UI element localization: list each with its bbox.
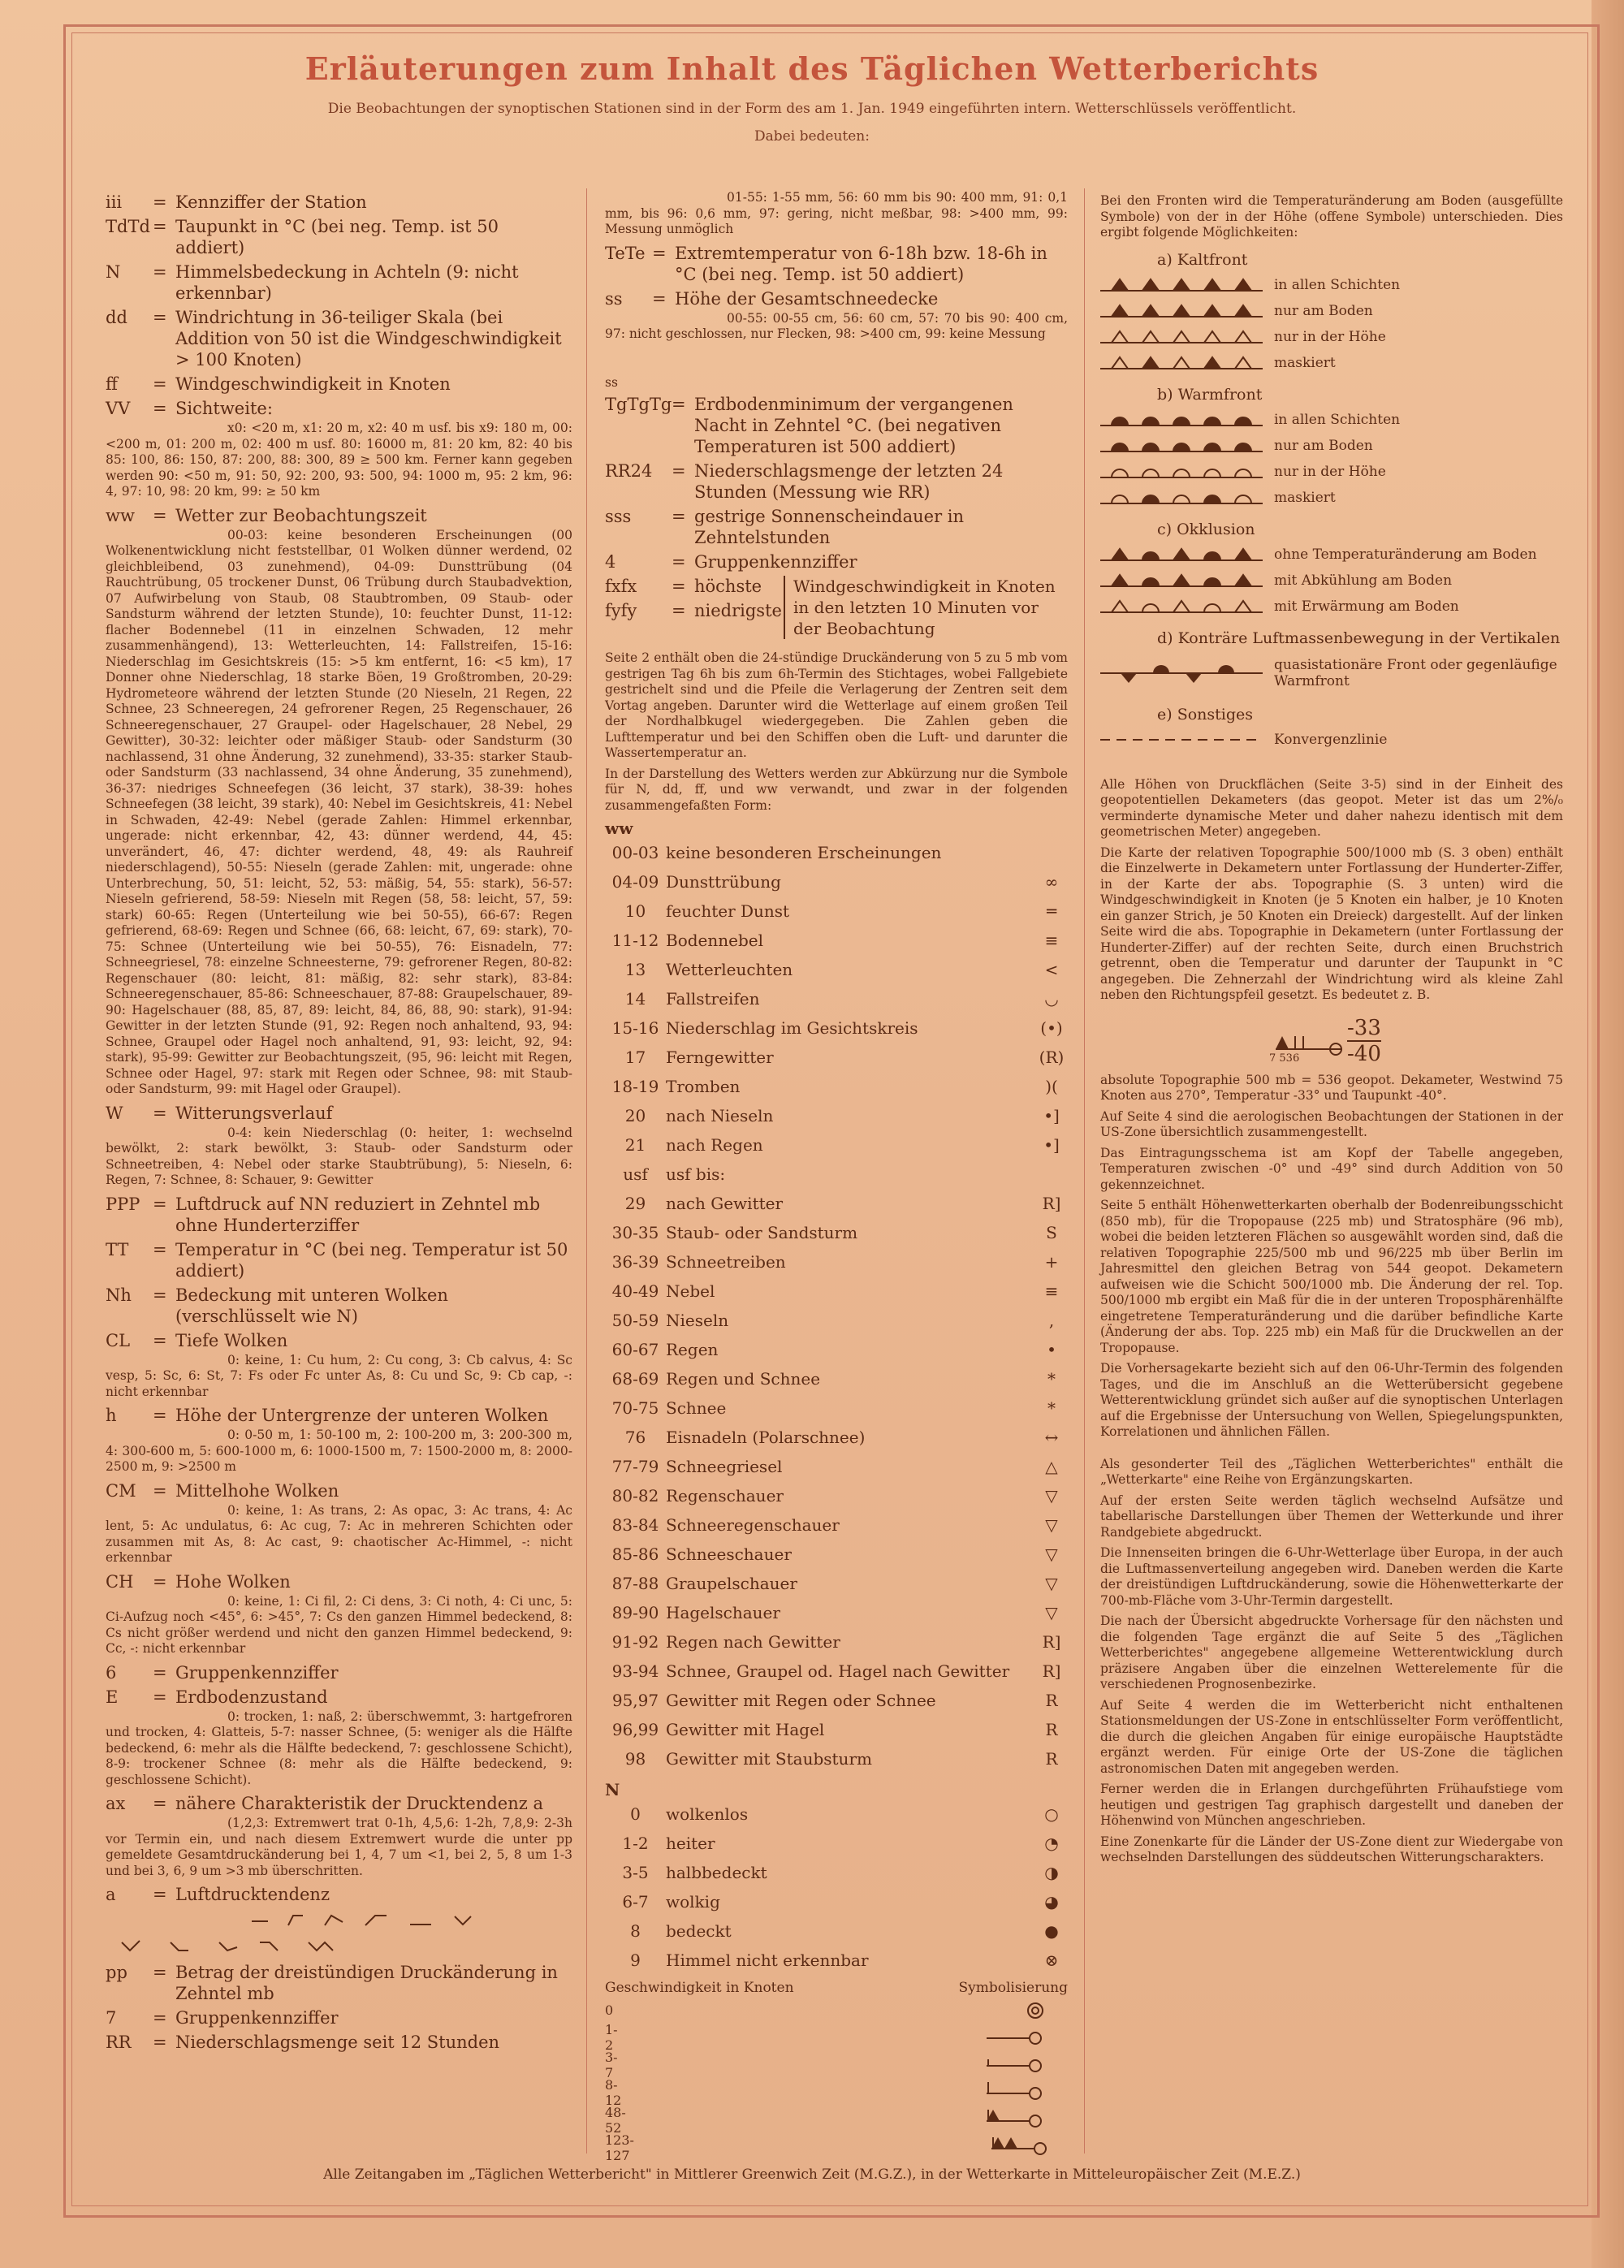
entry-rr24: RR24 = Niederschlagsmenge der letzten 24 Stunden (Messung wie RR) [605, 461, 1004, 502]
ww-heading: ww [605, 819, 633, 838]
wind-barb-icon [629, 2079, 1068, 2103]
warm-front-icon [1100, 408, 1263, 432]
ww-row [605, 1481, 1068, 1510]
warmfront-heading: b) Warmfront [1157, 385, 1263, 404]
ww-label: Schneetreiben [666, 1252, 786, 1272]
ww-code: 95,97 [611, 1691, 659, 1710]
warm-front-row [1100, 407, 1563, 433]
ww-code: 91-92 [611, 1632, 659, 1652]
paragraph-erlangen: Ferner werden die in Erlangen durchgeführten Frühaufstiege vom heutigen und gestrigen Tag graphisch dargestellt und daneben der Höhenwind von München angeschrieben. [1100, 1782, 1563, 1828]
warm-front-row [1100, 459, 1563, 485]
paragraph-zonenkarte: Eine Zonenkarte für die Länder der US-Zone dient zur Wiedergabe von wechselnden Darstellungen des süddeutschen Witterungscharakters. [1100, 1834, 1563, 1864]
footer-note: Alle Zeitangaben im „Täglichen Wetterbericht" in Mittlerer Greenwich Zeit (M.G.Z.), in der Wetterkarte in Mitteleuropäischer Zeit (M.E.Z.) [323, 2166, 1301, 2183]
ww-label: keine besonderen Erscheinungen [666, 843, 942, 862]
weather-symbol-icon: )( [1045, 1077, 1058, 1096]
cold-front-row [1100, 298, 1563, 324]
page-title: Erläuterungen zum Inhalt des Täglichen Wetterberichts [304, 50, 1320, 87]
cold-front-icon [1100, 325, 1263, 349]
ww-label: Gewitter mit Regen oder Schnee [666, 1691, 936, 1710]
weather-symbol-icon: △ [1045, 1457, 1058, 1476]
ww-label: Wetterleuchten [666, 960, 793, 979]
weather-symbol-icon: < [1044, 960, 1059, 979]
ww-row [605, 1393, 1068, 1423]
weather-symbol-icon: ◔ [1044, 1834, 1059, 1853]
ww-row [605, 1072, 1068, 1101]
ww-label: Eisnadeln (Polarschnee) [666, 1428, 866, 1447]
entry-ww: ww = Wetter zur Beobachtungszeit [106, 505, 427, 525]
weather-symbol-icon: •] [1043, 1106, 1060, 1125]
h-description: 0: 0-50 m, 1: 50-100 m, 2: 100-200 m, 3: 200-300 m, 4: 300-600 m, 5: 600-1000 m, 6: 1000-1500 m, 7: 1500-2000 m, 8: 2000-2500 m, 9: >2500 m [106, 1428, 572, 1474]
ww-code: 15-16 [611, 1018, 659, 1038]
weather-symbol-icon: (•) [1040, 1018, 1063, 1038]
ww-code: 14 [624, 989, 646, 1009]
ww-label: Niederschlag im Gesichtskreis [666, 1018, 918, 1038]
ww-code: 00-03 [611, 843, 659, 862]
wind-barb-icon [634, 2134, 1073, 2158]
wind-speed: 0 [605, 2002, 614, 2018]
ww-row [605, 1744, 1068, 1773]
weather-symbol-icon: ▽ [1045, 1603, 1058, 1622]
okklusion-list [1100, 542, 1563, 620]
ax-description: (1,2,3: Extremwert trat 0-1h, 4,5,6: 1-2h, 7,8,9: 2-3h vor Termin ein, und nach diesem Extremwert wurde die unter pp gemeldete Gesamtdruckänderung bei 1, 4, 7 um <1, bei 2, 5, 8 um 1-3 und bei 3, 6, 9 um >3 mb überschritten. [106, 1816, 572, 1878]
weather-symbol-icon: * [1047, 1398, 1056, 1418]
entry-a: a = Luftdrucktendenz [106, 1885, 330, 1904]
weather-symbol-icon: + [1044, 1252, 1059, 1272]
weather-symbol-icon: ● [1044, 1921, 1059, 1941]
cloud-cover-code: 3-5 [622, 1863, 649, 1882]
column-divider [586, 188, 587, 2154]
entry-tg: TgTgTg = Erdbodenminimum der vergangenen Nacht in Zehntel °C. (bei negativen Temperaturen ist 500 addiert) [605, 395, 1013, 456]
cloud-cover-code: 1-2 [622, 1834, 649, 1853]
wind-header: Geschwindigkeit in Knoten Symbolisierung [605, 1980, 1068, 1996]
convergence-line-icon [1100, 728, 1263, 752]
ww-row [605, 1130, 1068, 1160]
wind-row [605, 2079, 1068, 2106]
paragraph-wetterkarte: Als gesonderter Teil des „Täglichen Wetterberichtes" enthält die „Wetterkarte" eine Reihe von Ergänzungskarten. [1100, 1456, 1563, 1487]
occluded-front-icon [1100, 594, 1263, 619]
cloud-cover-row [605, 1887, 1068, 1916]
entry-ss: ss = Höhe der Gesamtschneedecke [605, 288, 939, 309]
ww-row [605, 1715, 1068, 1744]
warm-front-label: nur in der Höhe [1274, 463, 1386, 480]
ww-row [605, 1247, 1068, 1277]
intro-text: Die Beobachtungen der synoptischen Stationen sind in der Form des am 1. Jan. 1949 eingeführten intern. Wetterschlüssels veröffentlicht. [327, 101, 1297, 117]
wind-speed: 3- 7 [605, 2050, 618, 2080]
cold-front-row [1100, 324, 1563, 350]
pressure-tendency-symbols [106, 1905, 572, 1955]
weather-symbol-icon: ◡ [1044, 989, 1059, 1009]
ww-code: 76 [624, 1428, 646, 1447]
contrary-heading: d) Konträre Luftmassenbewegung in der Vertikalen [1157, 629, 1561, 647]
weather-symbol-icon: R] [1042, 1194, 1061, 1213]
weather-symbol-icon: (R) [1039, 1048, 1065, 1067]
example-dewpoint: -40 [1347, 1041, 1381, 1066]
column-left [106, 188, 572, 2053]
ww-label: Hagelschauer [666, 1603, 780, 1622]
warm-front-label: maskiert [1274, 489, 1336, 506]
weather-symbol-icon: ≡ [1044, 1281, 1059, 1301]
cold-front-label: in allen Schichten [1274, 276, 1401, 293]
wind-row [605, 2024, 1068, 2051]
ww-code: 11-12 [611, 931, 659, 950]
fronts-intro: Bei den Fronten wird die Temperaturänderung am Boden (ausgefüllte Symbole) von der in der Höhe (offene Symbole) unterschieden. Dies ergibt folgende Möglichkeiten: [1100, 193, 1563, 240]
cloud-cover-code: 9 [630, 1950, 641, 1970]
cm-description: 0: keine, 1: As trans, 2: As opac, 3: Ac trans, 4: Ac lent, 5: Ac undulatus, 6: Ac cug, 7: Ac in mehreren Schichten oder zusammen mit As, 8: Ac cast, 9: chaotischer Ac-Himmel, -: nicht erkennbar [106, 1502, 572, 1565]
weather-symbol-icon [1035, 1160, 1068, 1189]
cloud-cover-code: 8 [630, 1921, 641, 1941]
cloud-cover-label: halbbedeckt [666, 1863, 767, 1882]
ww-label: Schneeschauer [666, 1544, 792, 1564]
cloud-cover-row [605, 1799, 1068, 1829]
column-divider [1084, 188, 1085, 2154]
vv-description: x0: <20 m, x1: 20 m, x2: 40 m usf. bis x9: 180 m, 00: <200 m, 01: 200 m, 02: 400 m usf. 80: 16000 m, 81: 20 km, 82: 40 bis 85: 100, 86: 150, 87: 200, 88: 300, 89 ≥ 500 km. Ferner kann gegeben werden 90: <50 m, 91: 50, 92: 200, 93: 500, 94: 1000 m, 95: 2 km, 96: 4, 97: 10, 98: 20 km, 99: ≥ 50 km [106, 421, 572, 499]
weather-symbol-icon: ◕ [1044, 1892, 1059, 1912]
warm-front-icon [1100, 434, 1263, 458]
ww-label: Nebel [666, 1281, 715, 1301]
weather-symbol-icon: ◑ [1044, 1863, 1059, 1882]
cold-front-label: nur am Boden [1274, 302, 1373, 319]
occluded-front-icon [1100, 542, 1263, 567]
weather-symbol-icon: R [1045, 1691, 1058, 1710]
ww-code: 04-09 [611, 872, 659, 892]
ww-code: 30-35 [611, 1223, 659, 1242]
stationary-front-icon [1100, 661, 1263, 685]
ww-label: Schneegriesel [666, 1457, 783, 1476]
ww-row [605, 1540, 1068, 1569]
cloud-cover-row [605, 1858, 1068, 1887]
paragraph-topography: Die Karte der relativen Topographie 500/1000 mb (S. 3 oben) enthält die Einzelwerte in Dekametern unter Fortlassung der Hunderter-Ziffer, in der Karte der abs. Topographie (S. 3 unten) wird die Windgeschwindigkeit in Knoten (je 5 Knoten ein halber, je 10 Knoten ein ganzer Strich, je 50 Knoten ein Dreieck) dargestellt. Auf der linken Seite wird die abs. Topographie in Dekametern (unter Fortlassung der Hunderter-Ziffer) auf der rechten Seite, durch einen Bruchstrich getrennt, oben die Temperatur und darunter der Taupunkt in °C angegeben. Die Zehnerzahl der Windrichtung wird als kleine Zahl neben den Richtungspfeil gesetzt. Es bedeutet z. B. [1100, 845, 1563, 1002]
ww-label: usf bis: [666, 1164, 726, 1184]
okklusion-heading: c) Okklusion [1157, 520, 1255, 538]
cloud-cover-row [605, 1946, 1068, 1975]
ww-row [605, 896, 1068, 926]
weather-symbol-icon: ▽ [1045, 1486, 1058, 1506]
ww-label: Nieseln [666, 1311, 729, 1330]
ww-row [605, 926, 1068, 955]
ww-row [605, 1013, 1068, 1043]
warm-front-row [1100, 485, 1563, 511]
paragraph-first-page: Auf der ersten Seite werden täglich wechselnd Aufsätze und tabellarische Darstellungen über Themen der Wetterkunde und ihrer Randgebiete abgedruckt. [1100, 1493, 1563, 1540]
column-right [1100, 188, 1563, 1871]
ww-description: 00-03: keine besonderen Erscheinungen (00 Wolkenentwicklung nicht feststellbar, 01 Wolken dünner werdend, 02 gleichbleibend, 03 zunehmend), 04-09: Dunsttrübung (04 Rauchtrübung, 05 trockener Dunst, 06 Trübung durch Staubadvektion, 07 Aufwirbelung von Staub, 08 Staubtromben, 09 Staub- oder Sandsturm während der letzten Stunde), 10: feuchter Dunst, 11-12: flacher Bodennebel (11 in einzelnen Schwaden, 12 mehr zusammenhängend), 13: Wetterleuchten, 14: Fallstreifen, 15-16: Niederschlag im Gesichtskreis (15: >5 km entfernt, 16: <5 km), 17 Donner ohne Niederschlag, 18 starke Böen, 19 Großtromben, 20-29: Hydrometeore während der letzten Stunde (20 Nieseln, 21 Regen, 22 Schnee, 23 Schneeregen, 24 gefrorener Regen, 25 Regenschauer, 26 Schneeregenschauer, 27 Graupel- oder Hagelschauer, 28 Nebel, 29 Gewitter), 30-32: leichter oder mäßiger Staub- oder Sandsturm (30 nachlassend, 31 ohne Änderung, 32 zunehmend), 33-35: starker Staub- oder Sandsturm (33 nachlassend, 34 ohne Änderung, 35 zunehmend), 36-37: niedriges Schneefegen (36 leicht, 37 stark), 38-39: hohes Schneefegen (38 leicht, 39 stark), 40: Nebel im Gesichtskreis, 41: Nebel in Schwaden, 42-49: Nebel (gerade Zahlen: Himmel erkennbar, ungerade: nicht erkennbar, 42, 43: dünner werdend, 44, 45: unverändert, 46, 47: dichter werdend, 48, 49: als Rauhreif niederschlagend), 50-55: Nieseln (gerade Zahlen: mit, ungerade: ohne Unterbrechung, 50, 51: leicht, 52, 53: mäßig, 54, 55: stark), 56-57: Nieseln gefrierend, 58-59: Nieseln mit Regen (58, 58: leicht, 57, 59: stark) 60-65: Regen (Unterteilung wie bei 50-55), 66-67: Regen gefrierend, 68-69: Regen und Schnee (66, 68: leicht, 67, 69: stark), 70-75: Schnee (Unterteilung wie bei 50-55), 76: Eisnadeln, 77: Schneegriesel, 78: einzelne Schneesterne, 79: gefrorener Regen, 80-82: Regenschauer (80: leicht, 81: mäßig, 82: sehr stark), 83-84: Schneeregenschauer, 85-86: Schneeschauer, 87-88: Graupelschauer, 89-90: Hagelschauer (88, 85, 87, 89: leicht, 84, 86, 88, 90: stark), 91-94: Gewitter in der letzten Stunde (91, 92: Regen noch anhaltend, 93, 94: Schnee, Graupel oder Hagel noch anhaltend, 91, 93: leicht, 92, 94: stark), 95-99: Gewitter zur Beobachtungszeit, (95, 96: leicht mit Regen, Schnee oder Hagel, 97: stark mit Regen oder Schnee, 98: mit Staub- oder Sandsturm, 99: mit Hagel oder Graupel). [106, 527, 572, 1096]
entry-n: N = Himmelsbedeckung in Achteln (9: nicht erkennbar) [106, 262, 519, 303]
paragraph-schema: Das Eintragungsschema ist am Kopf der Tabelle angegeben, Temperaturen zwischen -0° und -49° sind durch Addition von 50 gekennzeichnet. [1100, 1145, 1563, 1192]
ww-label: nach Regen [666, 1135, 763, 1155]
cloud-cover-code: 6-7 [622, 1892, 649, 1912]
warm-front-icon [1100, 460, 1263, 484]
entry-pp: pp = Betrag der dreistündigen Druckänderung in Zehntel mb [106, 1963, 558, 2003]
paragraph-seite4: Auf Seite 4 sind die aerologischen Beobachtungen der Stationen in der US-Zone übersichtlich zusammengestellt. [1100, 1108, 1563, 1139]
ww-code: 68-69 [611, 1369, 659, 1389]
entry-cm: CM = Mittelhohe Wolken [106, 1480, 339, 1501]
wind-speed: 8- 12 [605, 2077, 622, 2108]
warm-front-row [1100, 433, 1563, 459]
weather-symbol-icon: R [1045, 1720, 1058, 1739]
w-description: 0-4: kein Niederschlag (0: heiter, 1: wechselnd bewölkt, 2: stark bewölkt, 3: Staub- oder Sandsturm oder Schneetreiben, 4: Nebel oder starke Staubtrübung), 5: Nieseln, 6: Regen, 7: Schnee, 8: Schauer, 9: Gewitter [106, 1125, 572, 1187]
ww-code: usf [623, 1164, 648, 1184]
cloud-cover-label: wolkig [666, 1892, 720, 1912]
occluded-front-row [1100, 542, 1563, 568]
ww-row [605, 1657, 1068, 1686]
weather-symbol-icon: ═ [1046, 901, 1057, 921]
ww-code: 50-59 [611, 1311, 659, 1330]
occluded-front-icon [1100, 568, 1263, 593]
warm-front-label: in allen Schichten [1274, 411, 1401, 428]
entry-4: 4 = Gruppenkennziffer [605, 552, 857, 572]
cold-front-icon [1100, 299, 1263, 323]
occluded-front-label: mit Erwärmung am Boden [1274, 598, 1459, 615]
ww-row [605, 1043, 1068, 1072]
entry-iii: iii = Kennziffer der Station [106, 192, 367, 212]
ww-label: Dunsttrübung [666, 872, 781, 892]
cloud-cover-label: bedeckt [666, 1921, 732, 1941]
weather-symbol-icon: ○ [1044, 1804, 1059, 1824]
entry-fxfy: fxfx = höchste fyfy = niedrigste Windgeschwindigkeit in Knoten in den letzten 10 Minuten vor der Beobachtung [605, 572, 1068, 639]
cloud-cover-code: 0 [630, 1804, 641, 1824]
weather-symbol-icon: • [1047, 1340, 1056, 1359]
entry-cl: CL = Tiefe Wolken [106, 1330, 288, 1350]
kaltfront-heading: a) Kaltfront [1157, 250, 1248, 269]
occluded-front-row [1100, 594, 1563, 620]
ww-label: Graupelschauer [666, 1574, 797, 1593]
warmfront-list [1100, 407, 1563, 511]
wind-speed: 48- 52 [605, 2105, 626, 2136]
occluded-front-row [1100, 568, 1563, 594]
entry-e: E = Erdbodenzustand [106, 1687, 328, 1707]
ww-label: Regen [666, 1340, 719, 1359]
occluded-front-label: ohne Temperaturänderung am Boden [1274, 546, 1537, 563]
wind-symbol-list [605, 1996, 1068, 2162]
paragraph-us-zone: Auf Seite 4 werden die im Wetterbericht nicht enthaltenen Stationsmeldungen der US-Zone in entschlüsselter Form veröffentlicht, die durch die gleichen Angaben für einige europäische Hauptstädte ergänzt werden. Für einige Orte der US-Zone die täglichen astronomischen Daten mit angegeben werden. [1100, 1697, 1563, 1776]
weather-symbol-icon: , [1048, 1311, 1055, 1330]
occluded-front-label: mit Abkühlung am Boden [1274, 572, 1453, 589]
cloud-cover-label: heiter [666, 1834, 715, 1853]
ww-row [605, 838, 1068, 867]
paragraph-example: absolute Topographie 500 mb = 536 geopot. Dekameter, Westwind 75 Knoten aus 270°, Temperatur -33° und Taupunkt -40°. [1100, 1072, 1563, 1103]
entry-6: 6 = Gruppenkennziffer [106, 1662, 339, 1683]
ww-code: 21 [624, 1135, 646, 1155]
ww-row [605, 1627, 1068, 1657]
ww-code: 93-94 [611, 1661, 659, 1681]
wind-barb-icon [629, 2051, 1068, 2076]
ww-code: 89-90 [611, 1603, 659, 1622]
wind-barb-icon [629, 2024, 1068, 2048]
e-description: 0: trocken, 1: naß, 2: überschwemmt, 3: hartgefroren und trocken, 4: Glatteis, 5-7: nasser Schnee, (5: weniger als die Hälfte bedeckend, 6: mehr als die Hälfte bedeckend, 7: geschlossene Schicht), 8-9: trockener Schnee (8: mehr als die Hälfte bedeckend, 9: geschlossene Schicht). [106, 1709, 572, 1787]
seite2-text: Seite 2 enthält oben die 24-stündige Druckänderung von 5 zu 5 mb vom gestrigen Tag 6h bis zum 6h-Termin des Stichtages, wobei Fallgebiete gestrichelt sind und die Pfeile die Verlagerung der Zentren seit dem Vortag angeben. Darunter wird die Wetterlage auf einem großen Teil der Nordhalbkugel wiedergegeben. Die Zahlen geben die Lufttemperatur und bei den Schiffen oben die Luft- und darunter die Wassertemperatur an. [605, 650, 1068, 760]
weather-symbol-icon: ▽ [1045, 1574, 1058, 1593]
cold-front-row [1100, 272, 1563, 298]
ww-code: 10 [624, 901, 646, 921]
ww-row [605, 1686, 1068, 1715]
kaltfront-list [1100, 272, 1563, 376]
weather-symbol-icon: ⊗ [1044, 1950, 1059, 1970]
ww-label: nach Gewitter [666, 1194, 784, 1213]
ww-code: 77-79 [611, 1457, 659, 1476]
wind-row [605, 2051, 1068, 2079]
weather-symbol-icon: S [1046, 1223, 1057, 1242]
wind-row [605, 2106, 1068, 2134]
paragraph-prognosis: Die nach der Übersicht abgedruckte Vorhersage für den nächsten und die folgenden Tage ergänzt die auf Seite 5 des „Täglichen Wetterberichtes" angegebene allgemeine Wetterentwicklung durch präzisere Angaben über die einzelnen Wetterelemente für die verschiedenen Prognosenbezirke. [1100, 1614, 1563, 1691]
stationary-front-row: quasistationäre Front oder gegenläufige Warmfront [1100, 650, 1563, 696]
ww-label: Bodennebel [666, 931, 764, 950]
weather-symbol-icon: ∞ [1044, 872, 1059, 892]
entry-tdtd: TdTd = Taupunkt in °C (bei neg. Temp. ist 50 addiert) [106, 217, 499, 257]
entry-ppp: PPP = Luftdruck auf NN reduziert in Zehntel mb ohne Hunderterziffer [106, 1194, 541, 1235]
ww-row [605, 1569, 1068, 1598]
ww-label: Schnee, Graupel od. Hagel nach Gewitter [666, 1661, 1010, 1681]
cold-front-row [1100, 350, 1563, 376]
cold-front-icon [1100, 351, 1263, 375]
weather-symbol-icon [1035, 838, 1068, 867]
ww-label: Tromben [666, 1077, 741, 1096]
ss-description: 00-55: 00-55 cm, 56: 60 cm, 57: 70 bis 90: 400 cm, 97: nicht geschlossen, nur Flecken, 98: >400 cm, 99: keine Messung [605, 310, 1068, 341]
sonstiges-heading: e) Sonstiges [1157, 705, 1254, 724]
paragraph-heights: Alle Höhen von Druckflächen (Seite 3-5) sind in der Einheit des geopotentiellen Dekameters (das geopot. Meter ist das um 2%/₀ verminderte dynamische Meter und daher nahezu identisch mit dem geometrischen Meter) angegeben. [1100, 776, 1563, 839]
ww-code: 87-88 [611, 1574, 659, 1593]
ww-label: Regen und Schnee [666, 1369, 821, 1389]
entry-7: 7 = Gruppenkennziffer [106, 2008, 339, 2028]
weather-symbol-icon: R] [1042, 1661, 1061, 1681]
ww-code: 17 [624, 1048, 646, 1067]
ch-description: 0: keine, 1: Ci fil, 2: Ci dens, 3: Ci noth, 4: Ci unc, 5: Ci-Aufzug noch <45°, 6: >45°, 7: Cs den ganzen Himmel bedeckend, 8: Cs nicht größer werdend und nicht den ganzen Himmel bedeckend, 9: Cc, -: nicht erkennbar [106, 1593, 572, 1656]
weather-symbol-icon: ▽ [1045, 1515, 1058, 1535]
intro-text-2: Dabei bedeuten: [754, 128, 870, 145]
ww-label: Fallstreifen [666, 989, 760, 1009]
ww-label: Gewitter mit Hagel [666, 1720, 825, 1739]
entry-w: W = Witterungsverlauf [106, 1103, 333, 1123]
ww-label: Schnee [666, 1398, 727, 1418]
ww-row [605, 1306, 1068, 1335]
ww-code: 70-75 [611, 1398, 659, 1418]
entry-ch: CH = Hohe Wolken [106, 1571, 291, 1592]
ww-code: 83-84 [611, 1515, 659, 1535]
entry-sss: sss = gestrige Sonnenscheindauer in Zehntelstunden [605, 507, 965, 547]
ww-code: 96,99 [611, 1720, 659, 1739]
column-middle [605, 188, 1068, 2162]
ww-row [605, 1160, 1068, 1189]
wind-row [605, 1996, 1068, 2024]
wind-barb-icon [629, 1996, 1068, 2020]
ww-row [605, 1277, 1068, 1306]
cloud-cover-row [605, 1916, 1068, 1946]
weather-symbol-icon: ≡ [1044, 931, 1059, 950]
entry-tt: TT = Temperatur in °C (bei neg. Temperatur ist 50 addiert) [106, 1239, 568, 1281]
ww-row [605, 984, 1068, 1013]
ww-code: 60-67 [611, 1340, 659, 1359]
ww-symbol-list [605, 838, 1068, 1773]
ww-label: Ferngewitter [666, 1048, 774, 1067]
ww-row [605, 1218, 1068, 1247]
entry-ff: ff = Windgeschwindigkeit in Knoten [106, 374, 451, 394]
weather-symbol-icon: R] [1042, 1632, 1061, 1652]
weather-symbol-icon: R [1045, 1749, 1058, 1769]
ww-row [605, 1598, 1068, 1627]
cl-description: 0: keine, 1: Cu hum, 2: Cu cong, 3: Cb calvus, 4: Sc vesp, 5: Sc, 6: St, 7: Fs oder Fc unter As, 8: Cu und Sc, 9: Cb cap, -: nicht erkennbar [106, 1352, 572, 1399]
cloud-cover-label: wolkenlos [666, 1804, 749, 1824]
ww-label: Regenschauer [666, 1486, 784, 1506]
ww-row [605, 1423, 1068, 1452]
n-heading: N [605, 1780, 620, 1799]
wind-speed: 1- 2 [605, 2022, 618, 2053]
weather-symbol-icon: ↔ [1044, 1428, 1059, 1447]
ww-code: 98 [624, 1749, 646, 1769]
ww-row [605, 1189, 1068, 1218]
entry-vv: VV = Sichtweite: [106, 399, 273, 418]
ww-row [605, 1510, 1068, 1540]
entry-nh: Nh = Bedeckung mit unteren Wolken (verschlüsselt wie N) [106, 1285, 448, 1326]
ww-label: Regen nach Gewitter [666, 1632, 840, 1652]
cloud-cover-list [605, 1799, 1068, 1975]
ww-label: feuchter Dunst [666, 901, 790, 921]
entry-dd: dd = Windrichtung in 36-teiliger Skala (bei Addition von 50 ist die Windgeschwindigkeit > 100 Knoten) [106, 308, 562, 369]
cold-front-label: maskiert [1274, 354, 1336, 371]
entry-rr: RR = Niederschlagsmenge seit 12 Stunden [106, 2033, 500, 2052]
weather-symbol-icon: ▽ [1045, 1544, 1058, 1564]
rr-description: 01-55: 1-55 mm, 56: 60 mm bis 90: 400 mm, 91: 0,1 mm, bis 96: 0,6 mm, 97: gering, nicht meßbar, 98: >400 mm, 99: Messung unmöglich [605, 190, 1068, 236]
example-small-values: 7 536 [1269, 1052, 1300, 1065]
wind-row [605, 2134, 1068, 2162]
cloud-cover-row [605, 1829, 1068, 1858]
ww-code: 36-39 [611, 1252, 659, 1272]
ww-row [605, 1101, 1068, 1130]
paragraph-seite5: Seite 5 enthält Höhenwetterkarten oberhalb der Bodenreibungsschicht (850 mb), für die Tropopause (225 mb) und Stratosphäre (96 mb), wobei die beiden letzteren Flächen so ausgewählt worden sind, daß die relativen Topographie 225/500 mb und 96/225 mb über Berlin im Jahresmittel den gleichen Betrag von 544 geopot. Dekametern aufweisen wie die Schicht 500/1000 mb. Die Änderung der rel. Top. 500/1000 mb ergibt ein Maß für die in der unteren Troposphärenhälfte eingetretene Temperaturänderung und die darüber befindliche Karte (Änderung der abs. Top. 225 mb) ein Maß für die Druckwellen an der Tropopause. [1100, 1198, 1563, 1355]
weather-symbol-icon: * [1047, 1369, 1056, 1389]
example-temperature: -33 [1347, 1015, 1381, 1040]
convergence-row: Konvergenzlinie [1100, 727, 1563, 753]
entry-ax: ax = nähere Charakteristik der Drucktendenz a [106, 1794, 544, 1813]
ww-code: 85-86 [611, 1544, 659, 1564]
seite2b-text: In der Darstellung des Wetters werden zur Abkürzung nur die Symbole für N, dd, ff, und ww verwandt, und zwar in der folgenden zusammengefaßten Form: [605, 766, 1068, 813]
ww-label: nach Nieseln [666, 1106, 774, 1125]
weather-symbol-icon: •] [1043, 1135, 1060, 1155]
ww-row [605, 1335, 1068, 1364]
entry-h: h = Höhe der Untergrenze der unteren Wolken [106, 1406, 549, 1425]
ww-row [605, 867, 1068, 896]
ww-label: Schneeregenschauer [666, 1515, 840, 1535]
paragraph-inner-pages: Die Innenseiten bringen die 6-Uhr-Wetterlage über Europa, in der auch die Luftmassenverteilung angegeben wird. Daneben werden die Karte der dreistündigen Luftdruckänderung, sowie die Höhenwetterkarte der 700-mb-Fläche vom 3-Uhr-Termin dargestellt. [1100, 1545, 1563, 1608]
ww-code: 18-19 [611, 1077, 659, 1096]
ww-row [605, 1452, 1068, 1481]
warm-front-label: nur am Boden [1274, 437, 1373, 454]
ww-label: Staub- oder Sandsturm [666, 1223, 858, 1242]
ww-code: 20 [624, 1106, 646, 1125]
wind-barb-icon [629, 2106, 1068, 2131]
ww-row [605, 955, 1068, 984]
ww-code: 13 [624, 960, 646, 979]
cold-front-label: nur in der Höhe [1274, 328, 1386, 345]
warm-front-icon [1100, 486, 1263, 510]
ww-code: 29 [624, 1194, 646, 1213]
ww-row [605, 1364, 1068, 1393]
paragraph-forecast: Die Vorhersagekarte bezieht sich auf den 06-Uhr-Termin des folgenden Tages, und die im Anschluß an die Wetterübersicht gegebene Wetterentwicklung gründet sich außer auf die synoptischen Unterlagen auf die Ergebnisse der Untersuchung von Wellen, Spiegelungspunkten, Korrelationen und ähnlichen Fällen. [1100, 1361, 1563, 1439]
cloud-cover-label: Himmel nicht erkennbar [666, 1950, 869, 1970]
ww-code: 80-82 [611, 1486, 659, 1506]
cold-front-icon [1100, 273, 1263, 297]
ss-label: ss [605, 374, 618, 390]
ww-label: Gewitter mit Staubsturm [666, 1749, 872, 1769]
ww-code: 40-49 [611, 1281, 659, 1301]
wind-speed: 123-127 [605, 2132, 634, 2163]
entry-tete: TeTe = Extremtemperatur von 6-18h bzw. 18-6h in °C (bei neg. Temp. ist 50 addiert) [605, 243, 1047, 284]
